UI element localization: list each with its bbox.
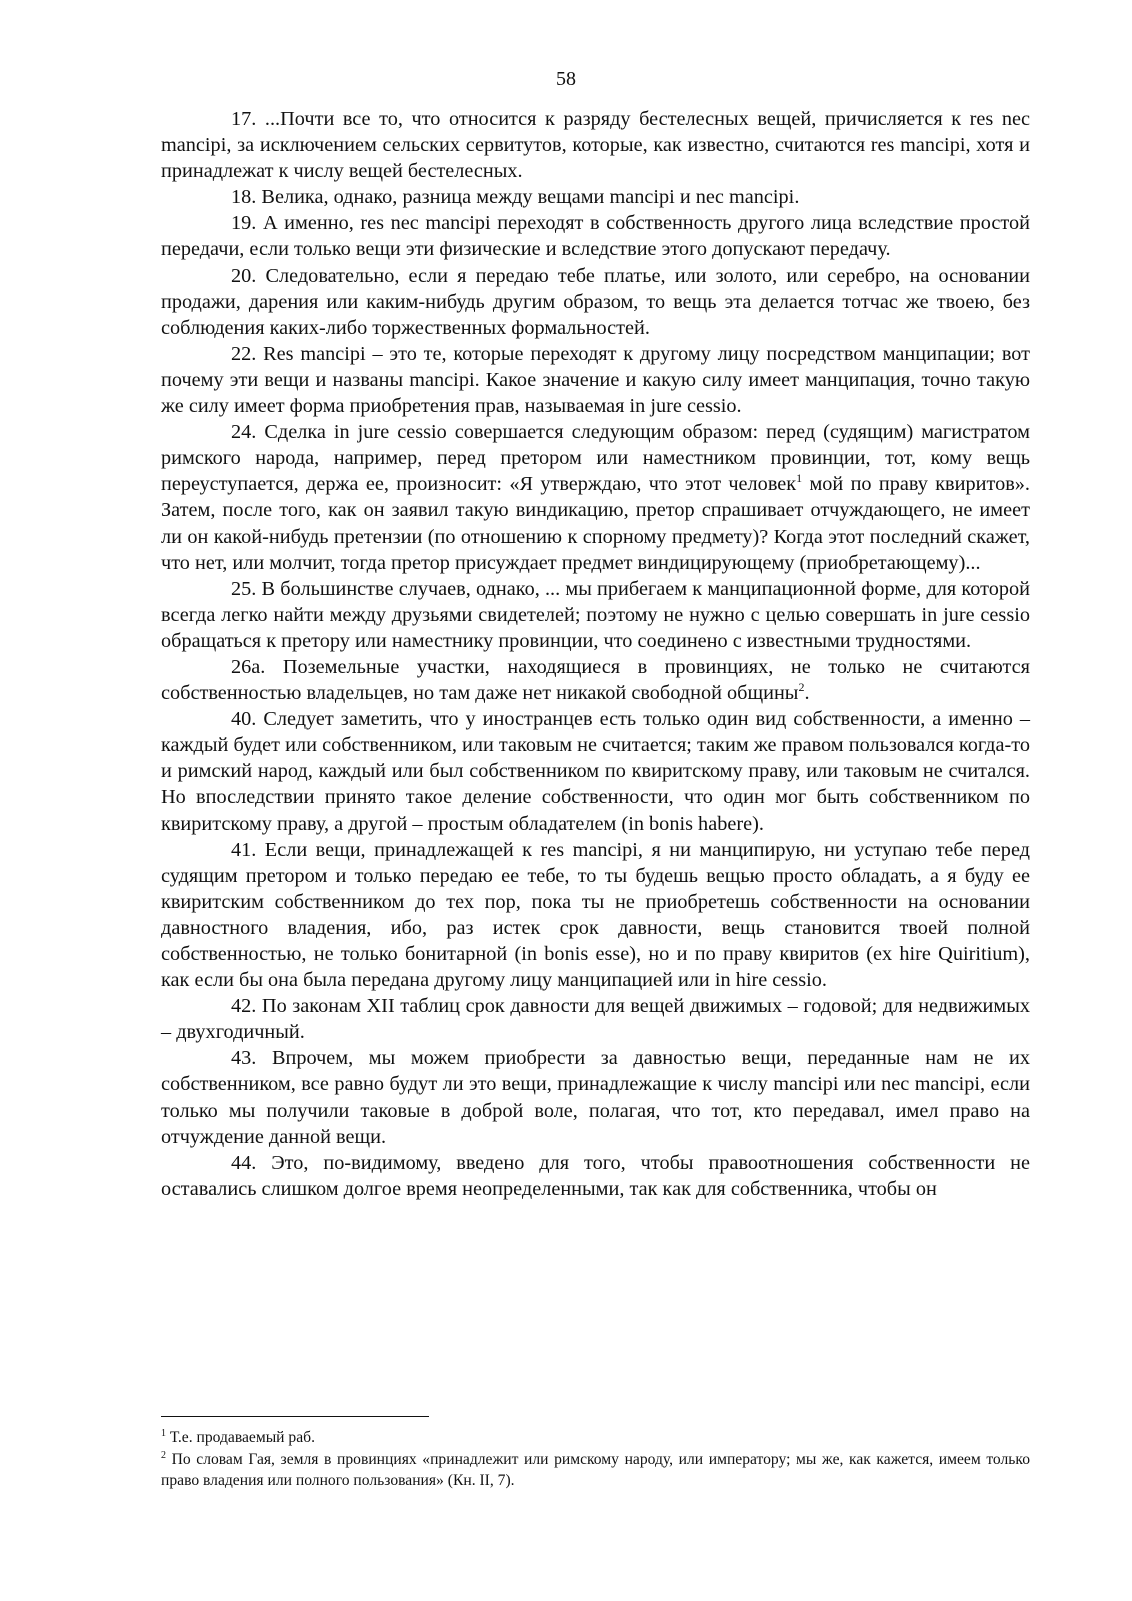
footnote-divider [161, 1416, 429, 1417]
footnote-mark-1: 1 [161, 1428, 166, 1439]
footnote-2 [161, 1449, 1030, 1492]
footnotes [161, 1427, 1030, 1492]
footnote-ref-2: 2 [798, 680, 805, 695]
footnote-1 [161, 1427, 1030, 1449]
footnote-2-text: По словам Гая, земля в провинциях «принадлежит или римскому народу, или императору; мы же, как кажется, имеем только право владения или полного пользования» (Кн. II, 7). [161, 1450, 1030, 1489]
footnote-ref-1: 1 [796, 471, 803, 486]
paragraph-44: 44. Это, по-видимому, введено для того, чтобы правоотношения собственности не оставались слишком долгое время неопределенными, так как для собственника, чтобы он [161, 1151, 1030, 1200]
paragraph-19: 19. А именно, res nec mancipi переходят в собственность другого лица вследствие простой передачи, если только вещи эти физические и вследствие этого допускают передачу. [161, 212, 1030, 261]
footnote-1-text: Т.е. продаваемый раб. [169, 1429, 315, 1446]
paragraph-26a-period: . [804, 682, 810, 705]
paragraph-43: 43. Впрочем, мы можем приобрести за давностью вещи, переданные нам не их собственником, все равно будут ли это вещи, принадлежащие к числу mancipi или nec mancipi, если только мы получили таковые в доброй воле, полагая, что тот, кто передавал, имел право на отчуждение данной вещи. [161, 1047, 1030, 1148]
paragraph-22: 22. Res mancipi – это те, которые переходят к другому лицу посредством манципации; вот почему эти вещи и названы mancipi. Какое значение и какую силу имеет манципация, точно такую же силу имеет форма приобретения прав, называемая in jure cessio. [161, 342, 1030, 418]
footnote-mark-2: 2 [161, 1449, 166, 1461]
paragraph-25: 25. В большинстве случаев, однако, ... мы прибегаем к манципационной форме, для которой всегда легко найти между друзьями свидетелей; поэтому не нужно с целью совершать in jure cessio обращаться к претору или наместнику провинции, что соединено с известными трудностями. [161, 577, 1030, 652]
main-text [161, 106, 1030, 1202]
paragraph-24-text-end: мой по праву квиритов». Затем, после того, как он заявил такую виндикацию, претор спрашивает отчуждающего, не имеет ли он какой-нибудь претензии (по отношению к спорному предмету)? Когда этот последний скажет, что нет, или молчит, тогда претор присуждает предмет виндицирующему (приобретающему)... [161, 473, 1031, 574]
paragraph-17: 17. ...Почти все то, что относится к разряду бестелесных вещей, причисляется к res nec mancipi, за исключением сельских сервитутов, которые, как известно, считаются res mancipi, хотя и принадлежат к числу вещей бестелесных. [161, 108, 1030, 183]
paragraph-24 [161, 419, 1030, 576]
paragraph-26a [161, 654, 1030, 706]
paragraph-42: 42. По законам XII таблиц срок давности для вещей движимых – годовой; для недвижимых – двухгодичный. [161, 995, 1030, 1044]
paragraph-26a-text: 26а. Поземельные участки, находящиеся в провинциях, не только не считаются собственностью владельцев, но там даже нет никакой свободной общины [161, 655, 1030, 705]
paragraph-18: 18. Велика, однако, разница между вещами mancipi и nec mancipi. [231, 186, 800, 209]
paragraph-41: 41. Если вещи, принадлежащей к res mancipi, я ни манципирую, ни уступаю тебе перед судящим претором и только передаю ее тебе, то ты будешь вещью просто обладать, а я буду ее квиритским собственником до тех пор, пока ты не приобретешь собственности на основании давностного владения, ибо, раз истек срок давности, вещь становится твоей полной собственностью, не только бонитарной (in bonis esse), но и по праву квиритов (ex hire Quiritium), как если бы она была передана другому лицу манципацией или in hire cessio. [161, 838, 1030, 992]
paragraph-24-text-start: 24. Сделка in jure cessio совершается следующим образом: перед (судящим) магистратом римского народа, например, перед претором или наместником провинции, тот, кому вещь переуступается, держа ее, произносит: «Я утверждаю, что этот человек [161, 421, 1030, 496]
page-number: 58 [556, 68, 576, 90]
paragraph-20: 20. Следовательно, если я передаю тебе платье, или золото, или серебро, на основании продажи, дарения или каким-нибудь другим образом, то вещь эта делается тотчас же твоею, без соблюдения каких-либо торжественных формальностей. [161, 264, 1030, 339]
paragraph-40: 40. Следует заметить, что у иностранцев есть только один вид собственности, а именно – каждый будет или собственником, или таковым не считается; таким же правом пользовался когда-то и римский народ, каждый или был собственником по квиритскому праву, или таковым не считался. Но впоследствии принято такое деление собственности, что один мог быть собственником по квиритскому праву, а другой – простым обладателем (in bonis habere). [161, 708, 1030, 835]
